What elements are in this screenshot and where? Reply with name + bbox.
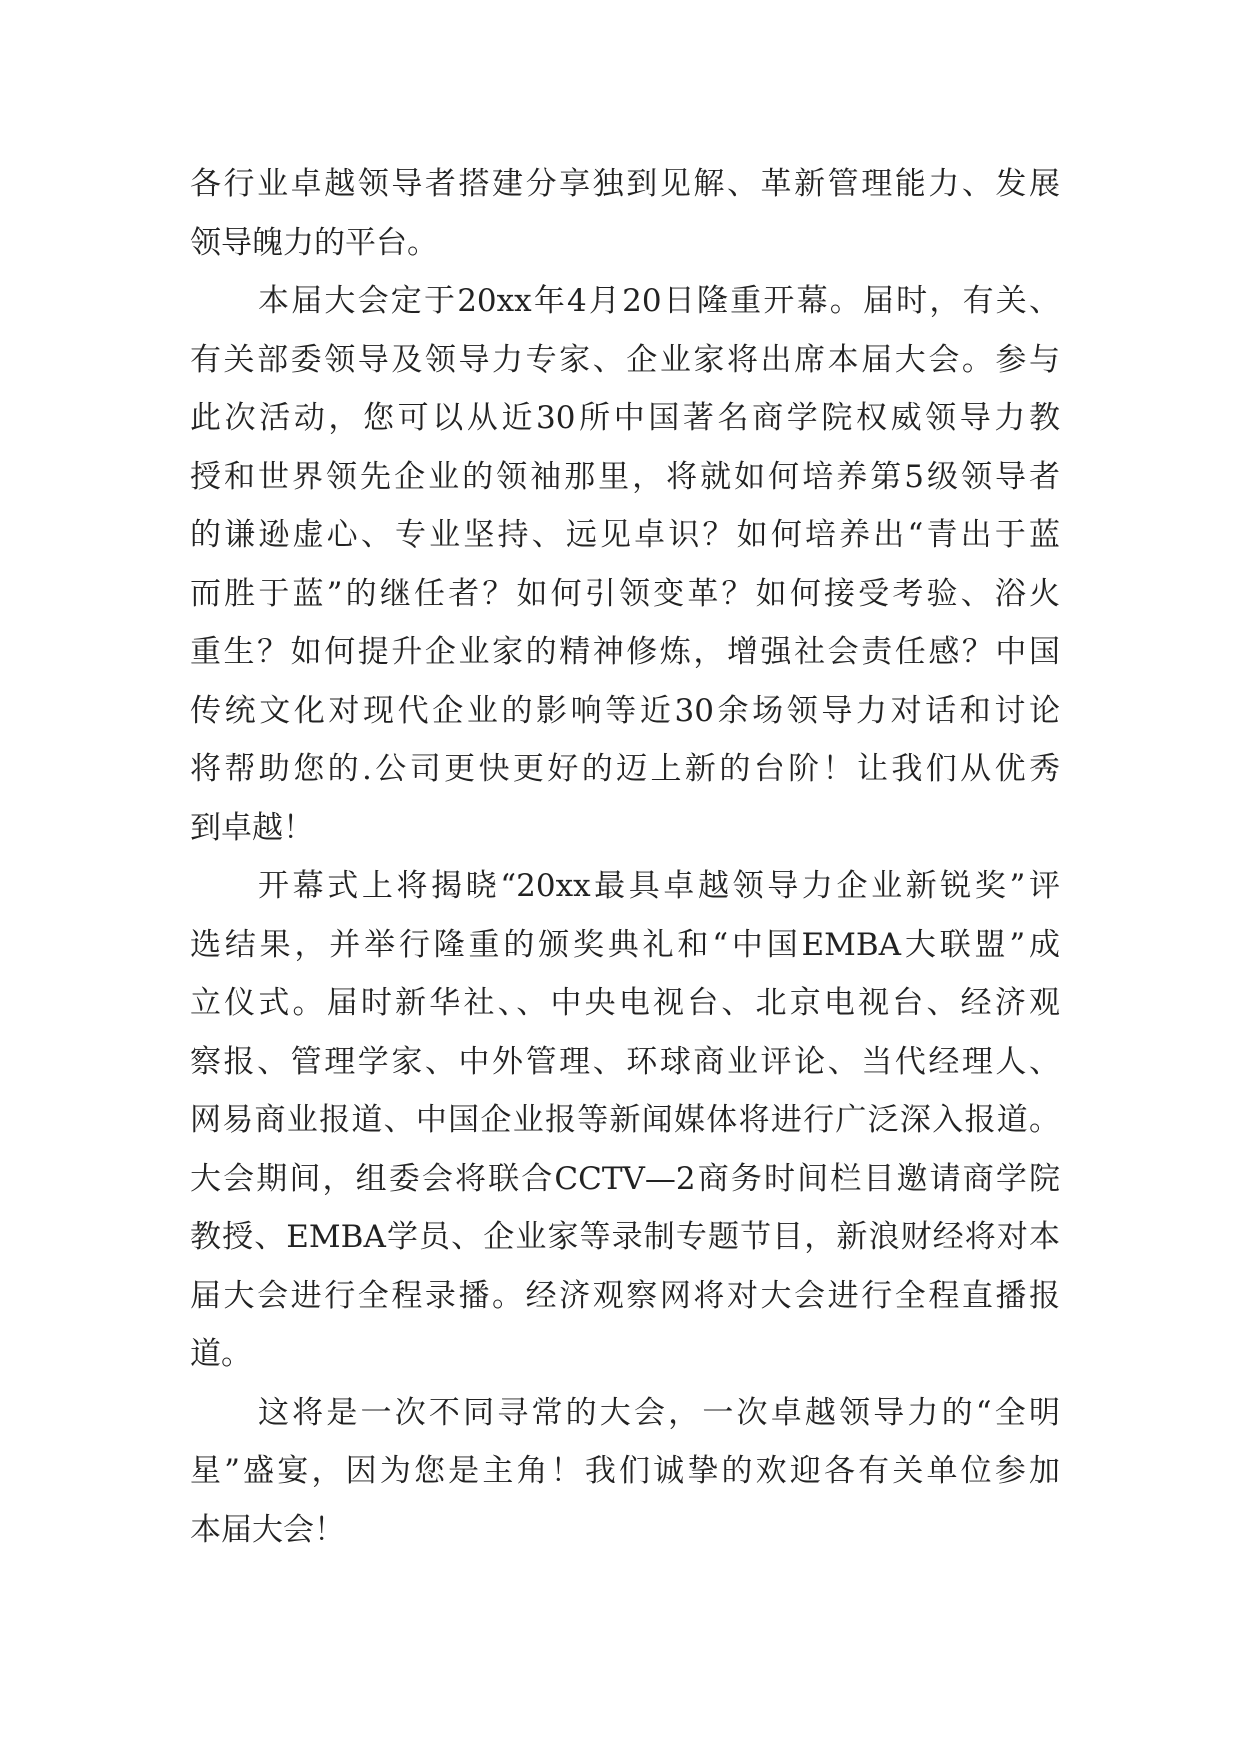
text-line: 道。 [190,1336,252,1372]
paragraph-1 [190,155,1060,272]
text-line: 这将是一次不同寻常的大会，一次卓越领导力的“全明 [258,1394,1060,1431]
paragraph-2 [190,272,1060,857]
text-line: 大会期间，组委会将联合CCTV—2商务时间栏目邀请商学院 [190,1160,1060,1197]
text-line: 领导魄力的平台。 [190,224,438,261]
text-line: 本届大会！ [190,1511,345,1548]
text-line: 开幕式上将揭晓“20xx最具卓越领导力企业新锐奖”评 [258,868,1060,904]
document-body [190,155,1060,1559]
paragraph-4 [190,1384,1060,1560]
text-line: 有关部委领导及领导力专家、企业家将出席本届大会。参与 [190,341,1060,378]
text-line: 授和世界领先企业的领袖那里，将就如何培养第5级领导者 [190,458,1060,495]
text-line: 重生？如何提升企业家的精神修炼，增强社会责任感？中国 [190,634,1060,670]
text-line: 教授、EMBA学员、企业家等录制专题节目，新浪财经将对本 [190,1219,1060,1255]
text-line: 本届大会定于20xx年4月20日隆重开幕。届时，有关、 [258,283,1060,319]
text-line: 的谦逊虚心、专业坚持、远见卓识？如何培养出“青出于蓝 [190,517,1060,553]
text-line: 届大会进行全程录播。经济观察网将对大会进行全程直播报 [190,1277,1060,1314]
text-line: 星”盛宴，因为您是主角！我们诚挚的欢迎各有关单位参加 [190,1453,1060,1489]
text-line: 各行业卓越领导者搭建分享独到见解、革新管理能力、发展 [190,166,1060,202]
paragraph-3 [190,857,1060,1384]
text-line: 到卓越！ [190,809,314,846]
text-line: 选结果，并举行隆重的颁奖典礼和“中国EMBA大联盟”成 [190,926,1060,963]
text-line: 网易商业报道、中国企业报等新闻媒体将进行广泛深入报道。 [190,1102,1060,1138]
text-line: 传统文化对现代企业的影响等近30余场领导力对话和讨论 [190,692,1060,729]
text-line: 而胜于蓝”的继任者？如何引领变革？如何接受考验、浴火 [190,575,1060,612]
text-line: 将帮助您的.公司更快更好的迈上新的台阶！让我们从优秀 [190,751,1060,787]
text-line: 察报、管理学家、中外管理、环球商业评论、当代经理人、 [190,1043,1060,1080]
text-line: 此次活动，您可以从近30所中国著名商学院权威领导力教 [190,400,1060,436]
text-line: 立仪式。届时新华社、、中央电视台、北京电视台、经济观 [190,985,1060,1021]
